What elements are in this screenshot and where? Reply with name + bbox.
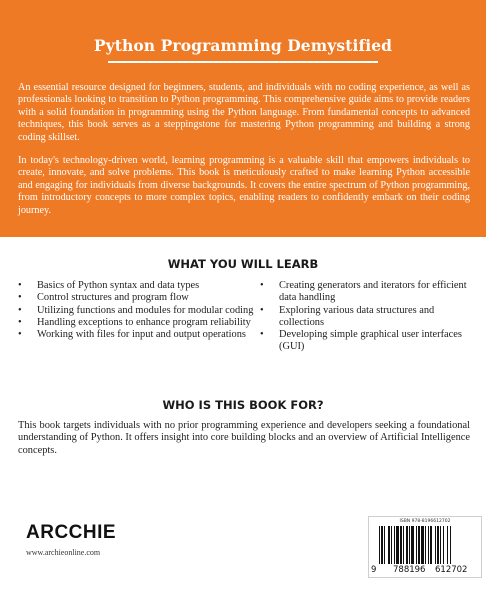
barcode-bar (391, 526, 392, 564)
barcode-bar (416, 526, 417, 564)
list-item-text: Control structures and program flow (37, 292, 189, 304)
barcode-bar (447, 526, 448, 564)
learn-heading: WHAT YOU WILL LEARB (167, 257, 319, 271)
publisher-website: www.archieonline.com (26, 548, 101, 557)
barcode-digits-right: 612702 (435, 565, 468, 575)
isbn-barcode (368, 516, 482, 578)
book-title: Python Programming Demystified (93, 36, 393, 55)
barcode-bar (384, 526, 385, 564)
list-item-text: Basics of Python syntax and data types (37, 280, 200, 291)
isbn-label: ISBN 978-8196612702 (399, 519, 451, 524)
bullet-icon: • (18, 329, 22, 341)
list-item-text: Working with files for input and output operations (37, 329, 246, 341)
list-item-text: Utilizing functions and modules for modular coding (37, 304, 254, 316)
bullet-icon: • (260, 280, 264, 291)
bullet-icon: • (18, 280, 22, 291)
bullet-icon: • (18, 316, 22, 328)
barcode-bar (388, 526, 390, 564)
bullet-icon: • (18, 304, 22, 316)
list-item-text: Exploring various data structures and collections (279, 304, 435, 328)
bullet-icon: • (260, 304, 264, 316)
barcode-bar (406, 526, 408, 564)
list-item (18, 280, 254, 292)
barcode-bars (379, 526, 475, 564)
barcode-bar (440, 526, 441, 564)
list-item-text: Creating generators and iterators for efficient data handling (279, 280, 467, 304)
barcode-bar (443, 526, 444, 564)
list-item-text: Handling exceptions to enhance program reliability (37, 316, 251, 328)
audience-paragraph: This book targets individuals with no prior programming experience and developers seeking a foundational understanding of Python. It offers insight into core building blocks and an overview of Artificial Intelligence concepts. (18, 420, 470, 456)
list-item (260, 280, 476, 305)
list-item (18, 329, 254, 341)
barcode-bar (396, 526, 399, 564)
list-item (18, 317, 254, 329)
learn-list-right (260, 280, 476, 354)
bullet-icon: • (260, 329, 264, 341)
barcode-bar (411, 526, 414, 564)
orange-banner (0, 0, 486, 237)
barcode-bar (409, 526, 410, 564)
list-item (18, 305, 254, 317)
barcode-bar (403, 526, 404, 564)
barcode-bar (418, 526, 420, 564)
barcode-bar (425, 526, 426, 564)
intro-paragraph-2: In today's technology-driven world, learning programming is a valuable skill that empowers individuals to create, innovate, and solve problems. This book is meticulously crafted to make learning Python accessible and engaging for individuals from diverse backgrounds. It covers the entire spectrum of Python programming, from introductory concepts to more complex topics, enabling readers to confidently embark on their coding journey. (18, 155, 470, 216)
barcode-bar (437, 526, 439, 564)
list-item (260, 329, 476, 354)
barcode-bar (400, 526, 402, 564)
title-underline (108, 61, 378, 63)
list-item (18, 292, 254, 304)
barcode-digits-left: 788196 (393, 565, 426, 575)
barcode-bar (428, 526, 429, 564)
barcode-bar (379, 526, 380, 564)
list-item (260, 305, 476, 330)
intro-paragraph-1: An essential resource designed for beginners, students, and individuals with no coding experience, as well as professionals looking to transition to Python programming. This comprehensive guide aims to provide readers with a solid foundation in programming using the Python language. From fundamental concepts to advanced techniques, this book serves as a steppingstone for mastering Python programming and building a strong coding skillset. (18, 82, 470, 143)
barcode-bar (421, 526, 424, 564)
bullet-icon: • (18, 292, 22, 304)
barcode-bar (450, 526, 451, 564)
audience-heading: WHO IS THIS BOOK FOR? (162, 398, 324, 412)
publisher-logo: ARCCHIE (26, 522, 117, 543)
list-item-text: Developing simple graphical user interfaces (GUI) (279, 329, 462, 353)
barcode-bar (430, 526, 432, 564)
barcode-bar (394, 526, 395, 564)
learn-list-left (18, 280, 254, 341)
barcode-bar (381, 526, 383, 564)
barcode-bar (435, 526, 436, 564)
barcode-digit-first: 9 (371, 565, 377, 575)
